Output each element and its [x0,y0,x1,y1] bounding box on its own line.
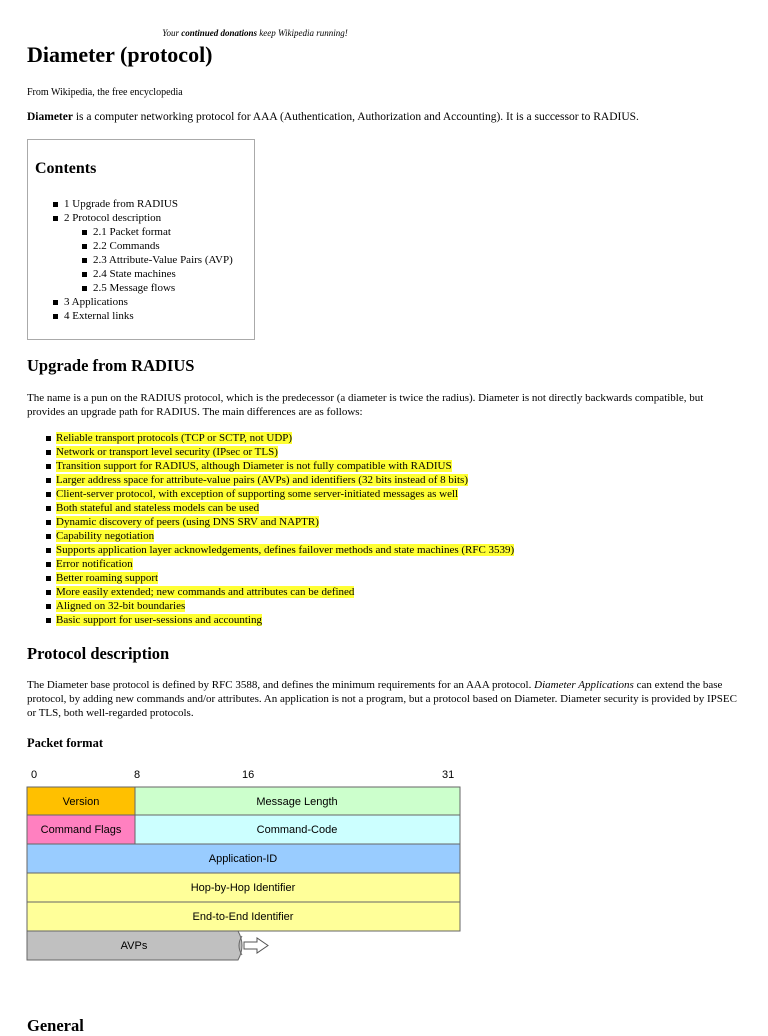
list-item [46,515,514,529]
highlighted-text: Aligned on 32-bit boundaries [56,600,186,612]
highlighted-text: Reliable transport protocols (TCP or SCTP, not UDP) [56,432,293,444]
toc-title: Contents [35,160,97,177]
list-item [46,613,514,627]
protocol-text-post: can extend the base protocol, by adding new commands and/or attributes. An application is not a program, but a protocol based on Diameter. Diameter security is provided by IPSEC or TLS, both well-regarded protocols. [27,679,737,719]
toc-item-packet-format[interactable]: 2.1 Packet format [82,225,233,239]
list-item [46,501,514,515]
differences-list [46,431,514,627]
intro-paragraph [27,111,747,123]
highlighted-text: Error notification [56,558,133,570]
protocol-text-pre: The Diameter base protocol is defined by RFC 3588, and defines the minimum requirements for an AAA protocol. [27,679,535,691]
highlighted-text: Transition support for RADIUS, although Diameter is not fully compatible with RADIUS [56,460,452,472]
section-heading-upgrade: Upgrade from RADIUS [27,356,195,375]
table-of-contents [27,139,255,340]
list-item [46,585,514,599]
highlighted-text: More easily extended; new commands and attributes can be defined [56,586,355,598]
page-title: Diameter (protocol) [27,42,213,67]
toc-item-message-flows[interactable]: 2.5 Message flows [82,281,233,295]
list-item [46,543,514,557]
toc-item-applications[interactable]: 3 Applications [53,295,233,309]
arrow-right-icon [244,938,268,953]
list-item [46,571,514,585]
list-item [46,557,514,571]
donation-notice [0,28,510,38]
highlighted-text: Better roaming support [56,572,159,584]
list-item [46,445,514,459]
packet-format-diagram [24,760,464,965]
notice-text-post: keep Wikipedia running! [256,28,348,38]
subheading-packet-format: Packet format [27,736,104,750]
highlighted-text: Supports application layer acknowledgements, defines failover methods and state machines (RFC 3539) [56,544,515,556]
list-item [46,431,514,445]
toc-item-external-links[interactable]: 4 External links [53,309,233,323]
toc-list [53,197,233,323]
section-heading-protocol: Protocol description [27,644,170,663]
bit-label-8: 8 [134,769,141,781]
page-subtitle: From Wikipedia, the free encyclopedia [27,87,183,98]
toc-item-avp[interactable]: 2.3 Attribute-Value Pairs (AVP) [82,253,233,267]
highlighted-text: Larger address space for attribute-value pairs (AVPs) and identifiers (32 bits instead of 8 bits) [56,474,468,486]
toc-item-protocol-label[interactable]: 2 Protocol description [64,212,162,224]
highlighted-text: Capability negotiation [56,530,155,542]
bit-label-31: 31 [442,769,455,781]
upgrade-paragraph: The name is a pun on the RADIUS protocol, which is the predecessor (a diameter is twice the radius). Diameter is not directly backwards compatible, but provides an upgrade path for RADIUS. The main differences are as follows: [27,392,704,418]
highlighted-text: Client-server protocol, with exception of supporting some server-initiated messages as well [56,488,459,500]
field-message-length-label: Message Length [256,796,338,808]
bit-label-0: 0 [31,769,38,781]
highlighted-text: Both stateful and stateless models can be used [56,502,260,514]
list-item [46,459,514,473]
toc-item-commands[interactable]: 2.2 Commands [82,239,233,253]
field-hop-by-hop-label: Hop-by-Hop Identifier [190,882,296,894]
toc-item-protocol[interactable] [53,211,233,295]
toc-sublist [82,225,233,295]
highlighted-text: Network or transport level security (IPsec or TLS) [56,446,278,458]
section-heading-general: General [27,1016,84,1035]
field-command-code-label: Command-Code [256,824,338,836]
field-avps-label: AVPs [120,940,148,952]
highlighted-text: Basic support for user-sessions and accounting [56,614,262,626]
field-application-id-label: Application-ID [208,853,278,865]
intro-text: is a computer networking protocol for AAA (Authentication, Authorization and Accounting). It is a successor to RADIUS. [72,111,639,123]
intro-term: Diameter [27,111,73,123]
field-version-label: Version [62,796,100,808]
list-item [46,473,514,487]
list-item [46,529,514,543]
list-item [46,599,514,613]
protocol-paragraph [27,678,742,720]
bit-label-16: 16 [242,769,255,781]
field-command-flags-label: Command Flags [40,824,122,836]
toc-item-upgrade[interactable]: 1 Upgrade from RADIUS [53,197,233,211]
highlighted-text: Dynamic discovery of peers (using DNS SRV and NAPTR) [56,516,319,528]
donations-link[interactable]: continued donations [181,28,257,38]
toc-item-state-machines[interactable]: 2.4 State machines [82,267,233,281]
list-item [46,487,514,501]
diameter-applications-term: Diameter Applications [534,679,634,691]
notice-text-pre: Your [162,28,182,38]
field-end-to-end-label: End-to-End Identifier [192,911,294,923]
